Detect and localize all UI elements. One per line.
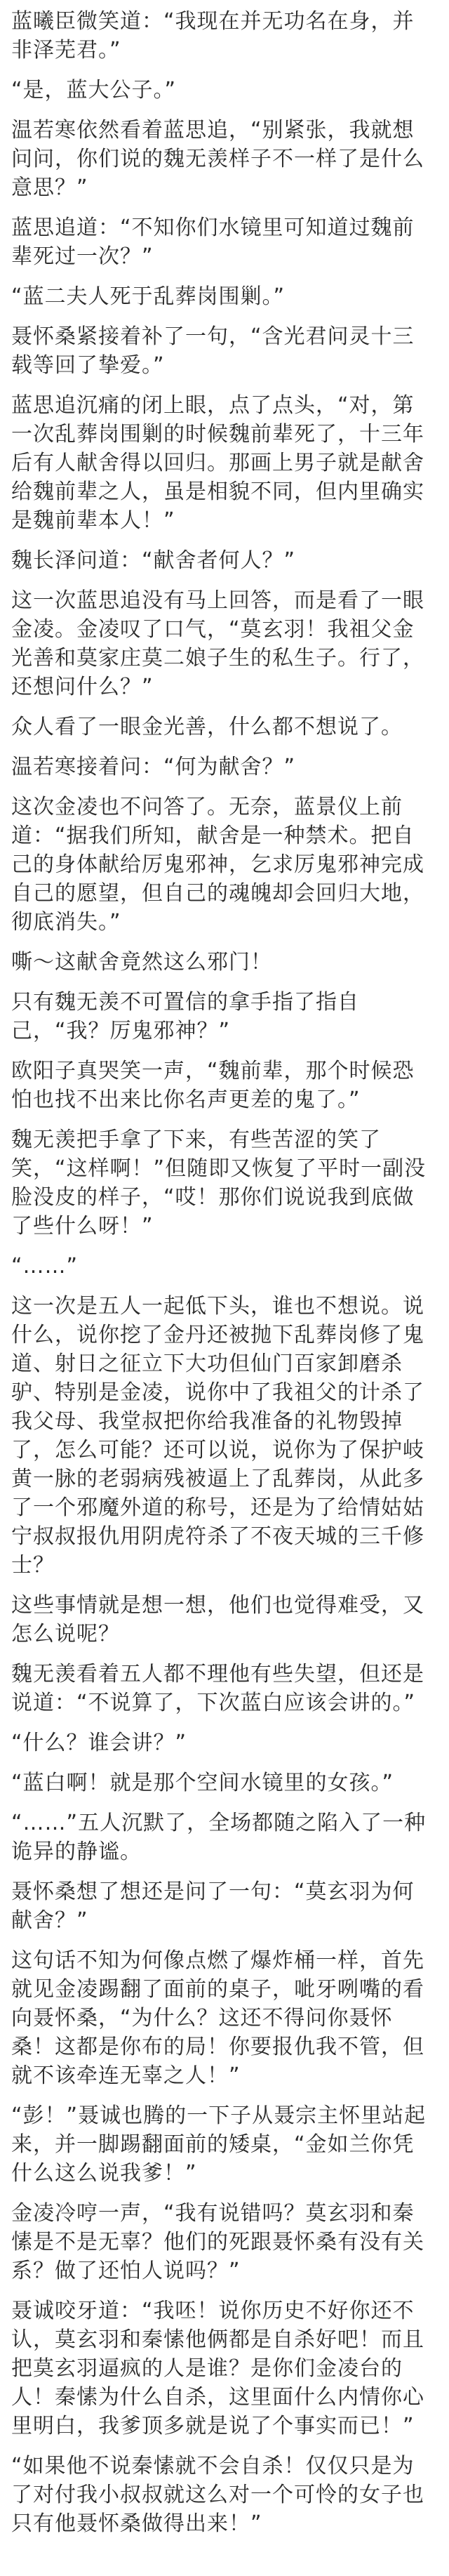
paragraph: 魏无羡把手拿了下来，有些苦涩的笑了笑，“这样啊！”但随即又恢复了平时一副没脸没皮的样子，“哎！那你们说说我到底做了些什么呀！” [11, 1128, 427, 1239]
paragraph: 嘶～这献舍竟然这么邪门！ [11, 950, 272, 975]
paragraph: 这一次蓝思追没有马上回答，而是看了一眼金凌。金凌叹了口气，“莫玄羽！我祖父金光善和莫家庄莫二娘子生的私生子。行了，还想问什么？” [11, 588, 424, 699]
paragraph: 众人看了一眼金光善，什么都不想说了。 [11, 715, 403, 739]
paragraph: “什么？谁会讲？” [11, 1731, 187, 1755]
paragraph: “如果他不说秦愫就不会自杀！仅仅只是为了对付我小叔叔就这么对一个可怜的女子也只有他聂怀桑做得出来！” [11, 2454, 424, 2536]
paragraph: 温若寒接着问：“何为献舍？” [11, 755, 296, 779]
paragraph: “……”五人沉默了，全场都随之陷入了一种诡异的静谧。 [11, 1811, 427, 1864]
paragraph: 金凌冷哼一声，“我有说错吗？莫玄羽和秦愫是不是无辜？他们的死跟聂怀桑有没有关系？做了还怕人说吗？” [11, 2201, 424, 2283]
paragraph: 欧阳子真哭笑一声，“魏前辈，那个时候恐怕也找不出来比你名声更差的鬼了。” [11, 1059, 415, 1112]
paragraph: “是，蓝大公子。” [11, 78, 177, 103]
paragraph: 蓝曦臣微笑道：“我现在并无功名在身，并非泽芜君。” [11, 9, 415, 62]
paragraph: 聂怀桑想了想还是问了一句：“莫玄羽为何献舍？” [11, 1880, 415, 1933]
paragraph: “……” [11, 1254, 79, 1279]
paragraph: 聂诚咬牙道：“我呸！说你历史不好你还不认，莫玄羽和秦愫他俩都是自杀好吧！而且把莫玄羽逼疯的人是谁？是你们金凌台的人！秦愫为什么自杀，这里面什么内情你心里明白，我爹顶多就是说了个事实而已！” [11, 2299, 424, 2438]
paragraph: 这次金凌也不问答了。无奈，蓝景仪上前道：“据我们所知，献舍是一种禁术。把自己的身体献给厉鬼邪神，乞求厉鬼邪神完成自己的愿望，但自己的魂魄却会回归大地，彻底消失。” [11, 795, 424, 934]
paragraph: 只有魏无羡不可置信的拿手指了指自己，“我？厉鬼邪神？” [11, 990, 359, 1043]
paragraph: “蓝二夫人死于乱葬岗围剿。” [11, 284, 286, 309]
paragraph: 这一次是五人一起低下头，谁也不想说。说什么，说你挖了金丹还被抛下乱葬岗修了鬼道、射日之征立下大功但仙门百家卸磨杀驴、特别是金凌，说你中了我祖父的计杀了我父母、我堂叔把你给我准备的礼物毁掉了，怎么可能？还可以说，说你为了保护岐黄一脉的老弱病残被逼上了乱葬岗，从此多了一个邪魔外道的称号，还是为了给情姑姑宁叔叔报仇用阴虎符杀了不夜天城的三千修士？ [11, 1294, 424, 1578]
paragraph: “蓝白啊！就是那个空间水镜里的女孩。” [11, 1771, 394, 1795]
paragraph: 这句话不知为何像点燃了爆炸桶一样，首先就见金凌踢翻了面前的桌子，呲牙咧嘴的看向聂怀桑，“为什么？这还不得问你聂怀桑！这都是你布的局！你要报仇我不管，但就不该牵连无辜之人！” [11, 1948, 424, 2088]
paragraph: 这些事情就是想一想，他们也觉得难受，又怎么说呢？ [11, 1593, 424, 1646]
paragraph: 魏长泽问道：“献舍者何人？” [11, 548, 296, 573]
paragraph: 聂怀桑紧接着补了一句，“含光君问灵十三载等回了挚爱。” [11, 324, 415, 378]
paragraph: 蓝思追道：“不知你们水镜里可知道过魏前辈死过一次？” [11, 216, 415, 269]
paragraph: 蓝思追沉痛的闭上眼，点了点头，“对，第一次乱葬岗围剿的时候魏前辈死了，十三年后有人献舍得以回归。那画上男子就是献舍给魏前辈之人，虽是相貌不同，但内里确实是魏前辈本人！” [11, 393, 424, 533]
paragraph: 魏无羡看着五人都不理他有些失望，但还是说道：“不说算了，下次蓝白应该会讲的。” [11, 1662, 424, 1715]
paragraph: “彭！”聂诚也腾的一下子从聂宗主怀里站起来，并一脚踢翻面前的矮桌，“金如兰你凭什么这么说我爹！” [11, 2103, 427, 2186]
paragraph: 温若寒依然看着蓝思追，“别紧张，我就想问问，你们说的魏无羡样子不一样了是什么意思？” [11, 118, 424, 200]
